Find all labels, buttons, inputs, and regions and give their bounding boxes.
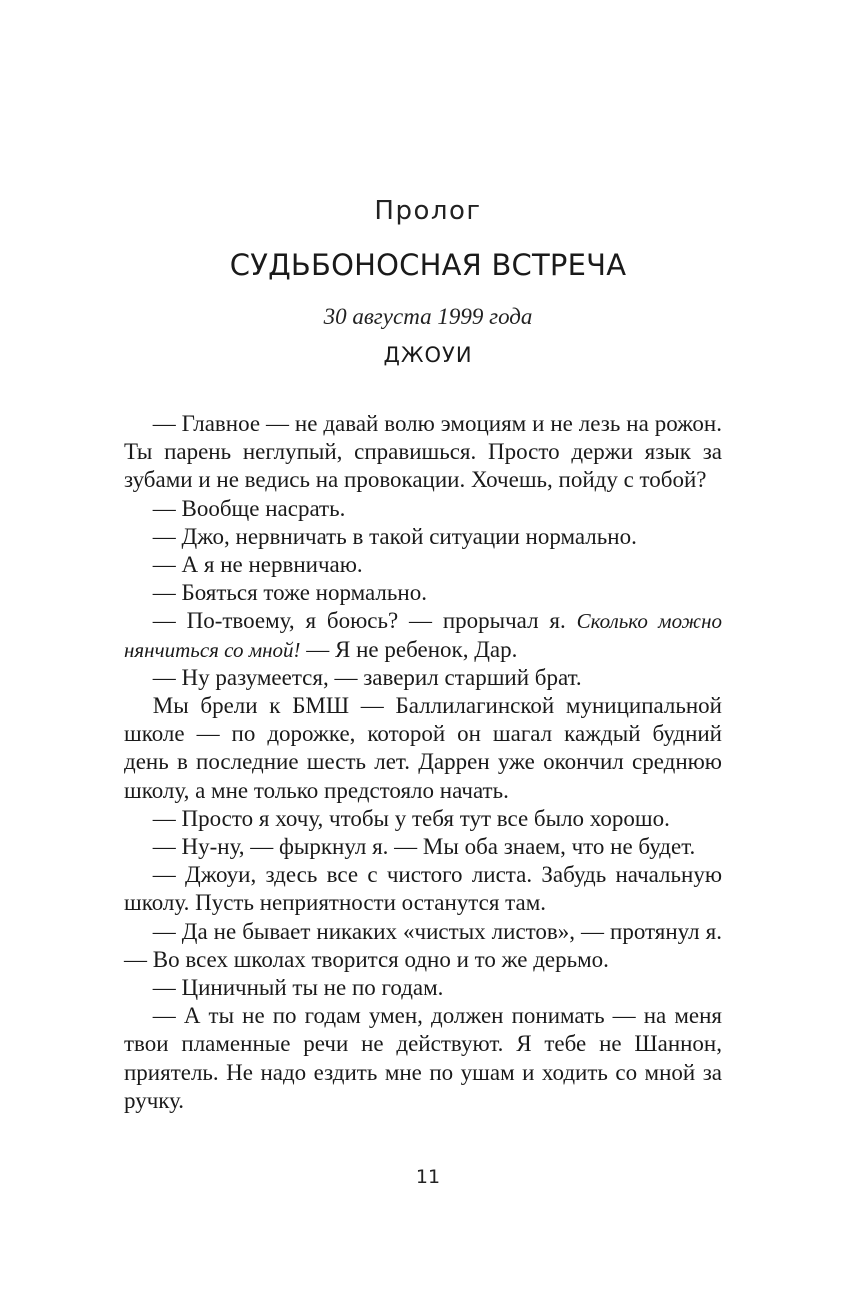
- paragraph: — Ну разумеется, — заверил старший брат.: [152, 664, 582, 690]
- paragraph: — Джоуи, здесь все с чистого листа. Забудь начальную школу. Пусть неприятности останутся там.: [124, 862, 722, 916]
- chapter-date: 30 августа 1999 года: [323, 304, 533, 329]
- paragraph: — Просто я хочу, чтобы у тебя тут все было хорошо.: [152, 805, 670, 831]
- paragraph: — Да не бывает никаких «чистых листов», — протянул я. — Во всех школах творится одно и то же дерьмо.: [124, 918, 722, 972]
- paragraph: — Циничный ты не по годам.: [152, 975, 444, 1001]
- paragraph: — Главное — не давай волю эмоциям и не лезь на рожон. Ты парень неглупый, справишься. Просто держи язык за зубами и не ведись на провокации. Хочешь, пойду с тобой?: [124, 411, 722, 493]
- paragraph-text: — По-твоему, я боюсь? — прорычал я.: [152, 608, 566, 634]
- chapter-title: СУДЬБОНОСНАЯ ВСТРЕЧА: [229, 248, 627, 282]
- paragraph: Мы брели к БМШ — Баллилагинской муниципальной школе — по дорожке, которой он шагал каждый будний день в последние шесть лет. Даррен уже окончил среднюю школу, а мне только предстояло начать.: [124, 693, 722, 803]
- paragraph: — А ты не по годам умен, должен понимать — на меня твои пламенные речи не действуют. Я тебе не Шаннон, приятель. Не надо ездить мне по ушам и ходить со мной за ручку.: [124, 1003, 722, 1113]
- paragraph: — Джо, нервничать в такой ситуации нормально.: [152, 523, 637, 549]
- paragraph: — Вообще насрать.: [152, 495, 346, 521]
- paragraph-text: — Я не ребенок, Дар.: [306, 636, 518, 662]
- chapter-label: Пролог: [374, 196, 482, 226]
- paragraph: — А я не нервничаю.: [152, 552, 363, 578]
- paragraph: [124, 607, 722, 663]
- body-text: [124, 410, 722, 1115]
- chapter-pov-character: ДЖОУИ: [383, 343, 473, 367]
- page-number: 11: [415, 1166, 441, 1188]
- italic-thought: Сколько можно нянчиться со мной!: [124, 609, 722, 662]
- paragraph: — Бояться тоже нормально.: [152, 580, 427, 606]
- paragraph: — Ну-ну, — фыркнул я. — Мы оба знаем, что не будет.: [152, 834, 696, 860]
